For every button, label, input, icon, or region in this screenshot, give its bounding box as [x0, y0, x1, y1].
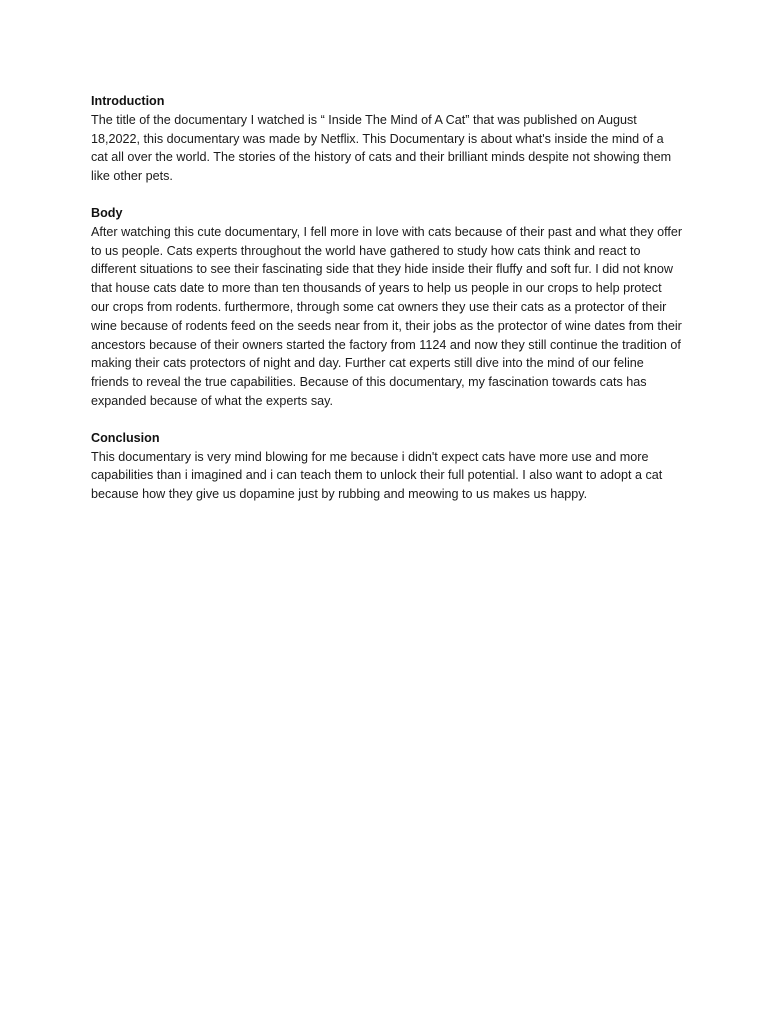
conclusion-paragraph: This documentary is very mind blowing for me because i didn't expect cats have more use and more capabilities than i imagined and i can teach them to unlock their full potential. I also want to adopt a cat because how they give us dopamine just by rubbing and meowing to us makes us happy.	[91, 449, 663, 502]
introduction-heading: Introduction	[91, 94, 165, 108]
body-section	[91, 204, 683, 411]
body-heading: Body	[91, 205, 123, 220]
conclusion-heading: Conclusion	[91, 430, 160, 445]
conclusion-section	[91, 429, 683, 504]
body-paragraph: After watching this cute documentary, I fell more in love with cats because of their past and what they offer to us people. Cats experts throughout the world have gathered to study how cats think and react to different situations to see their fascinating side that they hide inside their fluffy and soft fur. I did not know that house cats date to more than ten thousands of years to help us people in our crops to help protect our crops from rodents. furthermore, through some cat owners they use their cats as a protector of their wine because of rodents feed on the seeds near from it, their jobs as the protector of wine dates from their ancestors because of their owners started the factory from 1124 and now they still continue the tradition of making their cats protectors of night and day. Further cat experts still dive into the mind of our feline friends to reveal the true capabilities. Because of this documentary, my fascination towards cats has expanded because of what the experts say.	[91, 224, 683, 408]
introduction-paragraph: The title of the documentary I watched is “ Inside The Mind of A Cat” that was published on August 18,2022, this documentary was made by Netflix. This Documentary is about what's inside the mind of a cat all over the world. The stories of the history of cats and their brilliant minds despite not showing them like other pets.	[91, 112, 672, 184]
introduction-section	[91, 92, 683, 186]
document-content	[91, 92, 683, 522]
